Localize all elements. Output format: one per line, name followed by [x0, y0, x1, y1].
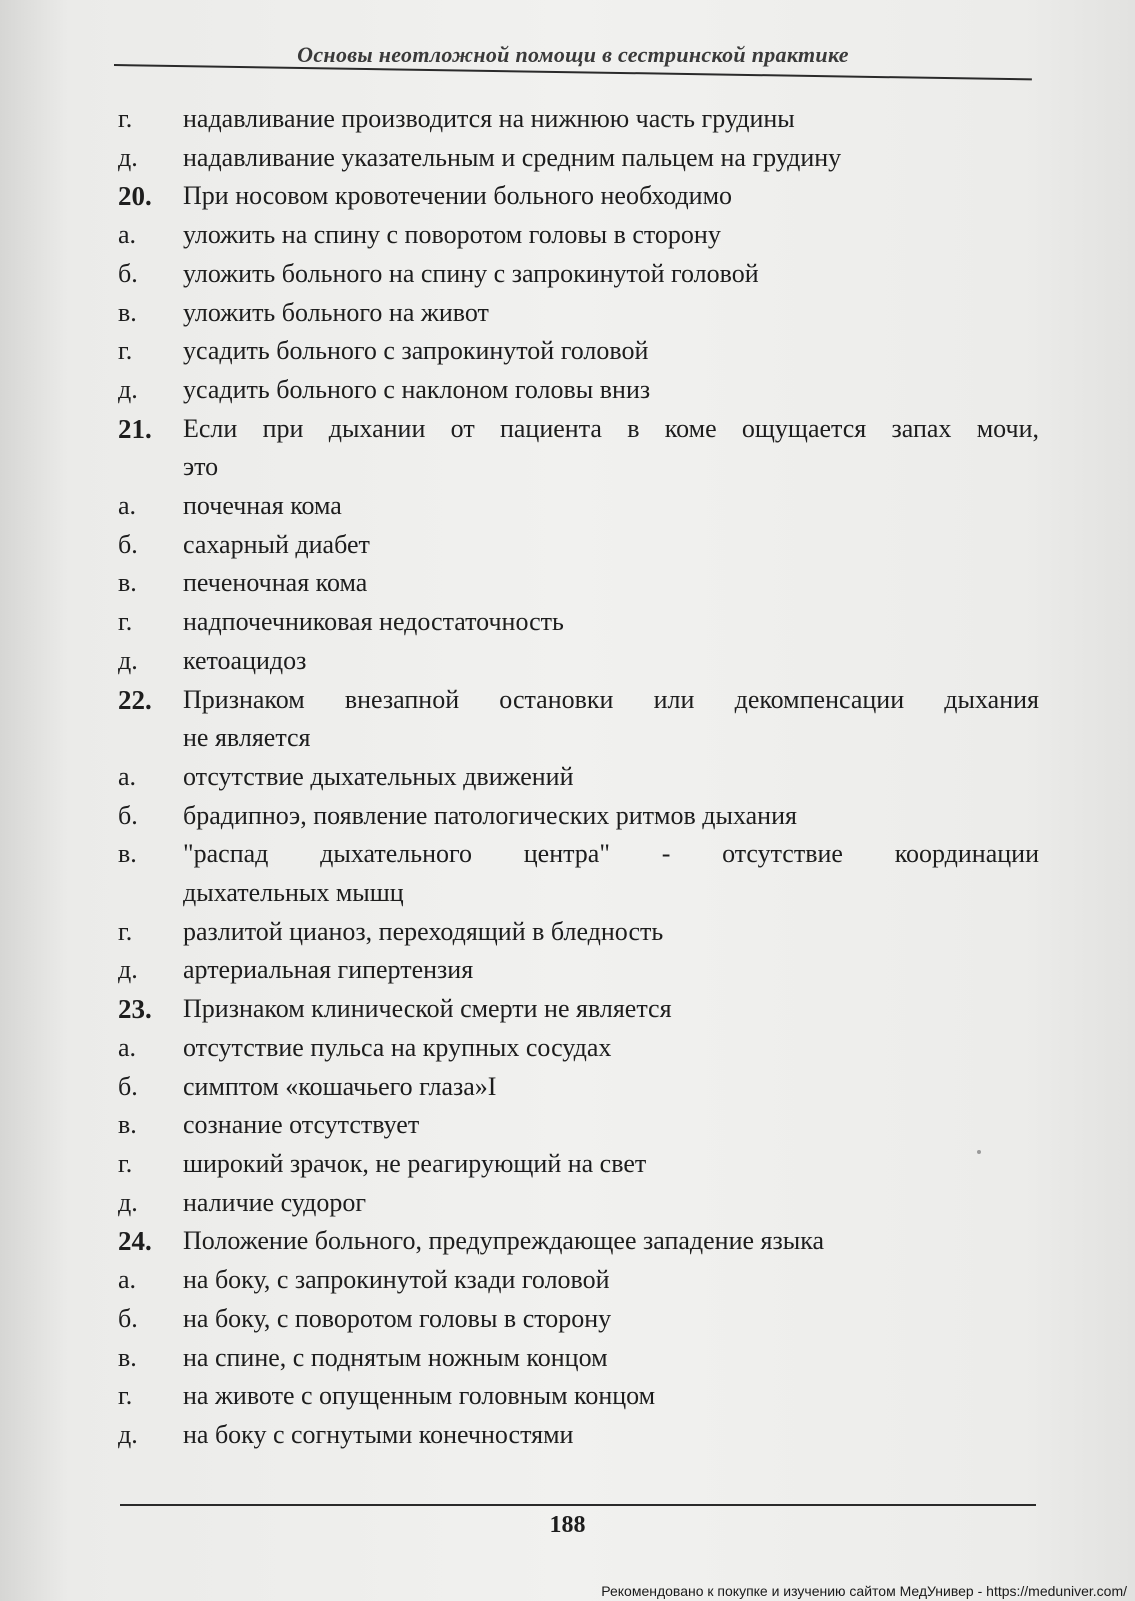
option-text: "распад дыхательного центра" - отсутствие координации: [183, 839, 1039, 869]
option-letter: в.: [118, 1110, 137, 1140]
answer-option: [118, 332, 1058, 371]
option-text: симптом «кошачьего глаза»I: [183, 1071, 497, 1101]
option-letter: а.: [118, 761, 137, 791]
option-letter: д.: [118, 1419, 138, 1449]
option-text: брадипноэ, появление патологических ритмов дыхания: [183, 800, 797, 830]
continuation-text: не является: [183, 723, 311, 753]
page-number: 188: [549, 1512, 586, 1538]
question-line: [118, 177, 1058, 216]
option-letter: б.: [118, 258, 138, 288]
answer-option: [118, 139, 1058, 178]
answer-option: [118, 371, 1058, 410]
option-letter: г.: [118, 1381, 133, 1411]
option-text: почечная кома: [183, 491, 342, 521]
option-text: кетоацидоз: [183, 645, 307, 675]
answer-option: [118, 1029, 1058, 1068]
option-text: отсутствие дыхательных движений: [183, 761, 574, 791]
answer-option: [118, 294, 1058, 333]
answer-option: [118, 564, 1058, 603]
option-text: на боку с согнутыми конечностями: [183, 1419, 574, 1449]
option-text: уложить больного на спину с запрокинутой головой: [183, 258, 759, 288]
option-letter: г.: [118, 336, 133, 366]
option-text: усадить больного с наклоном головы вниз: [183, 374, 651, 404]
option-letter: б.: [118, 800, 138, 830]
option-letter: в.: [118, 297, 137, 327]
answer-option: [118, 255, 1058, 294]
option-text: усадить больного с запрокинутой головой: [183, 336, 649, 366]
answer-option: [118, 1261, 1058, 1300]
option-text: разлитой цианоз, переходящий в бледность: [183, 916, 664, 946]
question-number: 20.: [118, 181, 152, 212]
option-text: на спине, с поднятым ножным концом: [183, 1342, 608, 1372]
question-number: 22.: [118, 684, 152, 715]
answer-option: [118, 1416, 1058, 1455]
option-letter: а.: [118, 220, 137, 250]
answer-option: [118, 913, 1058, 952]
option-text: артериальная гипертензия: [183, 955, 474, 985]
answer-option: [118, 797, 1058, 836]
option-letter: г.: [118, 104, 133, 133]
option-letter: г.: [118, 607, 133, 637]
option-letter: а.: [118, 491, 137, 521]
answer-option: [118, 951, 1058, 990]
option-text: сознание отсутствует: [183, 1110, 420, 1140]
watermark-text: Рекомендовано к покупке и изучению сайтом МедУнивер - https://meduniver.com/: [601, 1583, 1127, 1599]
option-letter: б.: [118, 1303, 138, 1333]
option-letter: а.: [118, 1265, 137, 1295]
option-letter: г.: [118, 1148, 133, 1178]
option-letter: д.: [118, 374, 138, 404]
question-text: Положение больного, предупреждающее западение языка: [183, 1226, 825, 1256]
running-title: Основы неотложной помощи в сестринской практике: [297, 42, 849, 67]
answer-option: [118, 1145, 1058, 1184]
option-letter: а.: [118, 1032, 137, 1062]
answer-option: [118, 1300, 1058, 1339]
answer-option: [118, 1068, 1058, 1107]
speck-mark: [977, 1150, 981, 1154]
option-letter: д.: [118, 955, 138, 985]
option-text: на животе с опущенным головным концом: [183, 1381, 656, 1411]
question-text: Признаком внезапной остановки или декомпенсации дыхания: [183, 684, 1039, 714]
option-letter: д.: [118, 142, 138, 172]
question-line: [118, 410, 1058, 449]
answer-option: [118, 100, 1058, 139]
answer-option: [118, 642, 1058, 681]
question-line: [118, 990, 1058, 1029]
question-list: [118, 100, 1058, 1455]
option-text: на боку, с запрокинутой кзади головой: [183, 1265, 610, 1295]
answer-option: [118, 526, 1058, 565]
question-line: [118, 1222, 1058, 1261]
answer-option: [118, 603, 1058, 642]
option-text: наличие судорог: [183, 1187, 367, 1217]
question-text: При носовом кровотечении больного необходимо: [183, 181, 733, 211]
option-text: надавливание указательным и средним пальцем на грудину: [183, 142, 842, 172]
option-text: печеночная кома: [183, 568, 368, 598]
continuation-text: это: [183, 452, 219, 482]
question-text: Если при дыхании от пациента в коме ощущается запах мочи,: [183, 413, 1039, 443]
option-text: надавливание производится на нижнюю часть грудины: [183, 104, 795, 133]
question-number: 21.: [118, 413, 152, 444]
answer-option: [118, 1106, 1058, 1145]
answer-option: [118, 487, 1058, 526]
option-letter: д.: [118, 1187, 138, 1217]
option-text: надпочечниковая недостаточность: [183, 607, 564, 637]
question-text: Признаком клинической смерти не является: [183, 994, 672, 1024]
option-text: уложить больного на живот: [183, 297, 489, 327]
answer-option: [118, 1339, 1058, 1378]
question-number: 23.: [118, 994, 152, 1025]
question-line: [118, 681, 1058, 720]
question-number: 24.: [118, 1226, 152, 1257]
answer-option: [118, 1377, 1058, 1416]
footer-rule: [120, 1504, 1036, 1506]
option-letter: г.: [118, 916, 133, 946]
option-text: широкий зрачок, не реагирующий на свет: [183, 1148, 647, 1178]
answer-option: [118, 835, 1058, 874]
page-header: [114, 36, 1032, 96]
option-letter: в.: [118, 839, 137, 869]
option-text: отсутствие пульса на крупных сосудах: [183, 1032, 612, 1062]
option-letter: в.: [118, 1342, 137, 1372]
option-letter: б.: [118, 1071, 138, 1101]
option-text: на боку, с поворотом головы в сторону: [183, 1303, 612, 1333]
answer-option: [118, 758, 1058, 797]
answer-option: [118, 1184, 1058, 1223]
option-text: уложить на спину с поворотом головы в сторону: [183, 220, 721, 250]
option-letter: б.: [118, 529, 138, 559]
continuation-text: дыхательных мышц: [183, 878, 404, 908]
option-letter: в.: [118, 568, 137, 598]
option-text: сахарный диабет: [183, 529, 370, 559]
option-letter: д.: [118, 645, 138, 675]
answer-option: [118, 216, 1058, 255]
